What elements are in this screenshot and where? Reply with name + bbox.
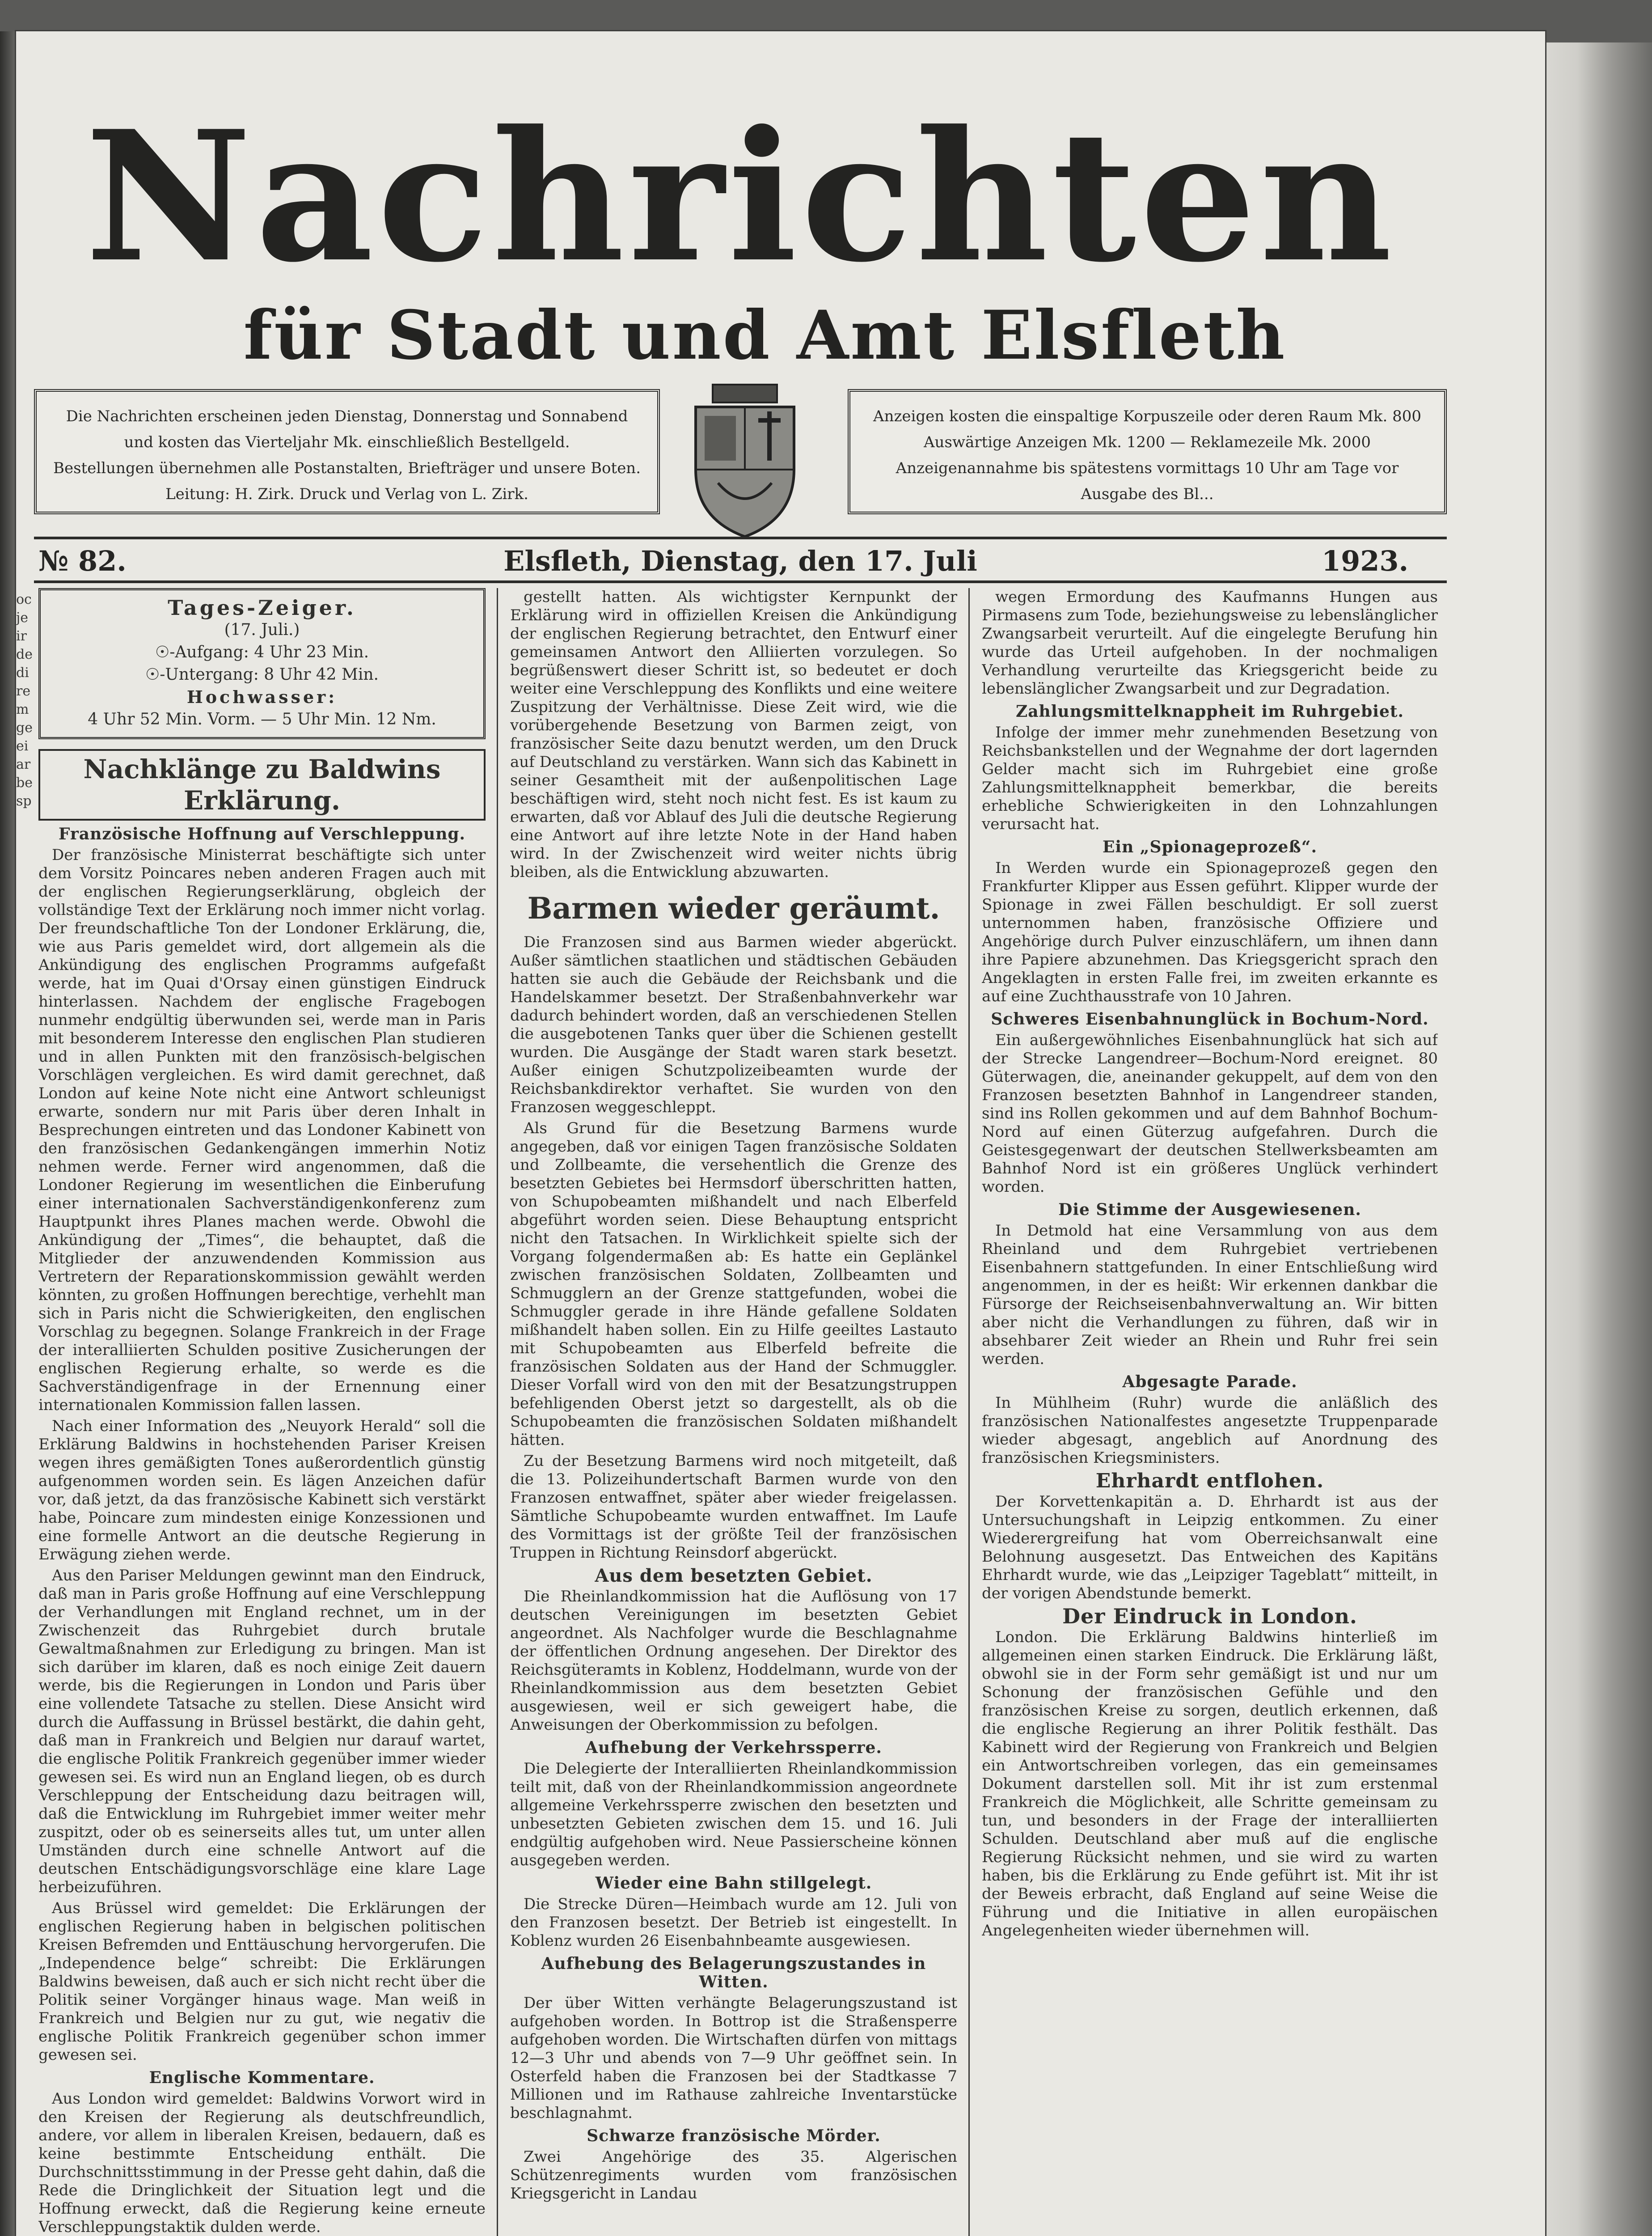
high-water-label: Hochwasser: bbox=[186, 687, 338, 707]
article-paragraph: Aus Brüssel wird gemeldet: Die Erklärungen der englischen Regierung haben in belgischen politischen Kreisen Befremden und Enttäuschung hervorgerufen. Die „Independence belge“ schreibt: Die Erklärungen Baldwins beweisen, daß auch er sich nicht recht über die Politik seiner Vorgänger hinaus wage. Man weiß in Frankreich und Belgien nur zu gut, wie negativ die englische Politik Frankreich gegenüber schon immer gewesen sei. bbox=[38, 1899, 486, 2064]
subheading: Ein „Spionageprozeß“. bbox=[1102, 838, 1318, 856]
subscription-info-box bbox=[34, 389, 660, 514]
article-paragraph: In Werden wurde ein Spionageprozeß gegen den Frankfurter Klipper aus Essen geführt. Klipper wurde der Spionage in zwei Fällen beschuldigt. Er soll zuerst unternommen haben, französische Offiziere und Angehörige durch Pulver einzuschläfern, um ihnen dann ihre Papiere abzunehmen. Das Kriegsgericht sprach den Angeklagten in ersten Falle frei, im zweiten erkannte es auf eine Zuchthausstrafe von 10 Jahren. bbox=[982, 859, 1438, 1005]
coat-of-arms-icon bbox=[687, 380, 803, 541]
article-paragraph: Der französische Ministerrat beschäftigte sich unter dem Vorsitz Poincares neben anderen Fragen auch mit der englischen Regierungserklärung, obgleich der vollständige Text der Erklärung noch immer nicht vorlag. Der freundschaftliche Ton der Londoner Erklärung, die, wie aus Paris gemeldet wird, dort allgemein als die Ankündigung des englischen Programms aufgefaßt werde, hat im Quai d'Orsay einen günstigen Eindruck hinterlassen. Nachdem der englische Fragebogen nunmehr endgültig überwunden sei, werde man in Paris mit besonderem Interesse den englischen Plan studieren und in allen Punkten mit den französisch-belgischen Vorschlägen vergleichen. Es wird damit gerechnet, daß London auf keine Note nicht eine Antwort schleunigst erwarte, sondern nur mit Paris über deren Inhalt in Besprechungen eintreten und das Londoner Kabinett von den französischen Gedankengängen immerhin Notiz nehmen werde. Ferner wird angenommen, daß die Londoner Regierung im wesentlichen die Einberufung einer internationalen Sachverständigenkonferenz zum Hauptpunkt ihres Planes machen werde. Obwohl die Ankündigung der „Times“, die behauptet, daß die Mitglieder der anzuwendenden Kommission aus Vertretern der Reparationskommission gewählt werden könnten, zu großen Hoffnungen berechtige, verhehlt man sich in Paris nicht die Schwierigkeiten, den englischen Vorschlag zu begegnen. Solange Frankreich in der Frage der interalliierten Schulden positive Zusicherungen der englischen Regierung erhalte, so werde es die Sachverständigenfrage in der Ernennung einer internationalen Kommission fallen lassen. bbox=[38, 846, 486, 1414]
column-2 bbox=[510, 588, 957, 2236]
masthead-rule bbox=[34, 537, 1447, 539]
article-paragraph: Nach einer Information des „Neuyork Herald“ soll die Erklärung Baldwins in hochstehenden Pariser Kreisen wegen ihres gemäßigten Tones außerordentlich günstig aufgenommen worden sein. Es lägen Anzeichen dafür vor, daß jetzt, da das französische Kabinett sich verstärkt habe, Poincare zum mindesten einige Konzessionen und eine formelle Antwort an die deutsche Regierung in Erwägung ziehen werde. bbox=[38, 1417, 486, 1563]
article-paragraph: In Detmold hat eine Versammlung von aus dem Rheinland und dem Ruhrgebiet vertriebenen Eisenbahnern stattgefunden. In einer Entschließung wird angenommen, in der es heißt: Wir erkennen dankbar die Fürsorge der Reichseisenbahnverwaltung an. Wir bitten aber nicht die Verhandlungen zu führen, daß wir in absehbarer Zeit wieder an Rhein und Ruhr frei sein werden. bbox=[982, 1222, 1438, 1368]
headline-baldwin: Nachklänge zu Baldwins Erklärung. bbox=[38, 749, 486, 821]
subheading: Abgesagte Parade. bbox=[1122, 1372, 1297, 1391]
article-paragraph: In Mühlheim (Ruhr) wurde die anläßlich des französischen Nationalfestes angesetzte Truppenparade wieder abgesagt, angeblich auf Anordnung des französischen Kriegsministers. bbox=[982, 1394, 1438, 1467]
fragment: sp bbox=[16, 793, 32, 809]
article-paragraph: Der über Witten verhängte Belagerungszustand ist aufgehoben worden. In Bottrop ist die Straßensperre aufgehoben worden. Die Wirtschaften dürfen von mittags 12—3 Uhr und abends von 7—9 Uhr geöffnet sein. In Osterfeld haben die Franzosen bei der Stadtkasse 7 Millionen und im Rathause zahlreiche Inventarstücke beschlagnahmt. bbox=[510, 1994, 957, 2122]
publisher-line: Leitung: H. Zirk. Druck und Verlag von L. Zirk. bbox=[165, 485, 528, 503]
headline-london: Der Eindruck in London. bbox=[1062, 1604, 1357, 1628]
dateline-rule bbox=[34, 580, 1447, 583]
subscription-line: Bestellungen übernehmen alle Postanstalten, Briefträger und unsere Boten. bbox=[53, 459, 641, 477]
article-paragraph: Ein außergewöhnliches Eisenbahnunglück hat sich auf der Strecke Langendreer—Bochum-Nord ereignet. 80 Güterwagen, die, aneinander gekuppelt, auf dem von den Franzosen besetzten Bahnhof in Langendreer standen, sind ins Rollen gekommen und auf dem Bahnhof Bochum-Nord auf einen Güterzug aufgefahren. Durch die Geistesgegenwart der deutschen Stellwerksbeamten am Bahnhof Nord ist ein größeres Unglück verhindert worden. bbox=[982, 1031, 1438, 1196]
column-rule bbox=[968, 588, 970, 2236]
article-paragraph: gestellt hatten. Als wichtigster Kernpunkt der Erklärung wird in offiziellen Kreisen die Ankündigung der englischen Regierung betrachtet, den Entwurf einer gemeinsamen Antwort den Alliierten vorzulegen. So begrüßenswert dieser Schritt ist, so bedeutet er doch weiter eine Verschleppung des Konflikts und eine weitere Zuspitzung der Verhältnisse. Diese Zeit wird, wie die vorübergehende Besetzung von Barmen zeigt, von französischer Seite dazu benutzt werden, um den Druck auf Deutschland zu verstärken. Wann sich das Kabinett in seiner Gesamtheit mit der außenpolitischen Lage beschäftigen wird, steht noch nicht fest. Es ist kaum zu erwarten, daß vor Ablauf des Juli die deutsche Regierung eine Antwort auf ihre letzte Note in der Hand haben wird. In der Zwischenzeit wird weiter nichts übrig bleiben, als die Entwicklung abzuwarten. bbox=[510, 588, 957, 881]
rates-line: Auswärtige Anzeigen Mk. 1200 — Reklamezeile Mk. 2000 bbox=[924, 433, 1371, 451]
advertising-rates-box bbox=[848, 389, 1447, 514]
subheading: Die Stimme der Ausgewiesenen. bbox=[1058, 1200, 1361, 1219]
left-margin-fragments bbox=[16, 590, 34, 2236]
subheading: Schweres Eisenbahnunglück in Bochum-Nord. bbox=[991, 1010, 1429, 1029]
subheading: Englische Kommentare. bbox=[149, 2068, 375, 2087]
column-rule bbox=[497, 588, 498, 2236]
binding-spine bbox=[0, 31, 16, 2236]
article-paragraph: Der Korvettenkapitän a. D. Ehrhardt ist aus der Untersuchungshaft in Leipzig entkommen. Zu einer Wiederergreifung hat vom Oberreichsanwalt eine Belohnung ausgesetzt. Das Entweichen des Kapitäns Ehrhardt wurde, wie das „Leipziger Tageblatt“ mitteilt, in der vorigen Abendstunde bemerkt. bbox=[982, 1493, 1438, 1602]
column-3 bbox=[982, 588, 1438, 2236]
newspaper-page bbox=[16, 31, 1545, 2236]
sunset: ☉-Untergang: 8 Uhr 42 Min. bbox=[145, 665, 379, 684]
fragment: ge bbox=[16, 720, 33, 736]
article-paragraph: Zwei Angehörige des 35. Algerischen Schützenregiments wurden vom französischen Kriegsgericht in Landau bbox=[510, 2148, 957, 2202]
stacked-page-edges bbox=[1545, 42, 1652, 2236]
column-1 bbox=[38, 588, 486, 2236]
rates-line: Anzeigenannahme bis spätestens vormittags 10 Uhr am Tage vor bbox=[896, 459, 1399, 477]
article-paragraph: Aus den Pariser Meldungen gewinnt man den Eindruck, daß man in Paris große Hoffnung auf eine Verschleppung der Verhandlungen mit England rechnet, um in der Zwischenzeit das Ruhrgebiet durch brutale Gewaltmaßnahmen zur Erledigung zu bringen. Man ist sich darüber im klaren, daß es noch einige Zeit dauern werde, bis die Regierungen in London und Paris über eine vollendete Tatsache zu stellen. Diese Ansicht wird durch die Auffassung in Brüssel bestärkt, die dahin geht, daß man in Frankreich und Belgien nur darauf wartet, die englische Politik Frankreich gegenüber immer wieder gewesen sei. Es wird nun an England liegen, ob es durch Verschleppung der Entscheidung dazu beitragen will, daß die Entwicklung im Ruhrgebiet immer weiter mehr zuspitzt, oder ob es seinerseits alles tut, um unter allen Umständen durch eine schnelle Antwort auf die deutschen Entschädigungsvorschläge eine klare Lage herbeizuführen. bbox=[38, 1567, 486, 1896]
subheading: Aufhebung des Belagerungszustandes in Witten. bbox=[541, 1954, 926, 1991]
subscription-line: Die Nachrichten erscheinen jeden Dienstag, Donnerstag und Sonnabend bbox=[66, 407, 628, 425]
fragment: oc bbox=[16, 592, 32, 607]
fragment: m bbox=[16, 702, 29, 717]
subheading: Aufhebung der Verkehrssperre. bbox=[585, 1738, 882, 1757]
article-paragraph: wegen Ermordung des Kaufmanns Hungen aus Pirmasens zum Tode, beziehungsweise zu lebenslänglicher Zwangsarbeit verurteilt. Auf die eingelegte Berufung hin wurde das Urteil aufgehoben. In der nochmaligen Verhandlung verurteilte das Kriegsgericht beide zu lebenslänglicher Zwangsarbeit und zur Degradation. bbox=[982, 588, 1438, 698]
headline-barmen: Barmen wieder geräumt. bbox=[527, 891, 940, 926]
fragment: de bbox=[16, 647, 33, 662]
article-paragraph: Die Strecke Düren—Heimbach wurde am 12. Juli von den Franzosen besetzt. Der Betrieb ist eingestellt. In Koblenz wurden 26 Eisenbahnbeamte ausgewiesen. bbox=[510, 1895, 957, 1950]
fragment: ei bbox=[16, 738, 29, 754]
subscription-line: und kosten das Vierteljahr Mk. einschließlich Bestellgeld. bbox=[124, 433, 570, 451]
article-paragraph: Zu der Besetzung Barmens wird noch mitgeteilt, daß die 13. Polizeihundertschaft Barmen wurde von den Franzosen entwaffnet, später aber wieder freigelassen. Sämtliche Schupobeamte wurden entwaffnet. Im Laufe des Vormittags ist der größte Teil der französischen Truppen in Richtung Reinsdorf abgerückt. bbox=[510, 1452, 957, 1562]
subheading: Französische Hoffnung auf Verschleppung. bbox=[58, 825, 466, 843]
issue-year: 1923. bbox=[1322, 545, 1409, 577]
masthead-subtitle: für Stadt und Amt Elsfleth bbox=[243, 296, 1287, 375]
article-paragraph: Die Delegierte der Interalliierten Rheinlandkommission teilt mit, daß von der Rheinlandkommission angeordnete allgemeine Verkehrssperre zwischen den besetzten und unbesetzten Gebieten zwischen dem 15. und 16. Juli endgültig aufgehoben wird. Neue Passierscheine können ausgegeben werden. bbox=[510, 1760, 957, 1869]
fragment: be bbox=[16, 775, 33, 791]
tageszeiger-box bbox=[38, 588, 486, 739]
subheading: Wieder eine Bahn stillgelegt. bbox=[595, 1874, 872, 1893]
high-water: 4 Uhr 52 Min. Vorm. — 5 Uhr Min. 12 Nm. bbox=[88, 710, 436, 728]
article-paragraph: Die Franzosen sind aus Barmen wieder abgerückt. Außer sämtlichen staatlichen und städtischen Gebäuden hatten sie auch die Gebäude der Reichsbank und die Handelskammer besetzt. Der Straßenbahnverkehr war dadurch behindert worden, daß an verschiedenen Stellen die ausgebotenen Tanks quer über die Schienen gestellt wurden. Die Ausgänge der Stadt waren stark besetzt. Außer einigen Schutzpolizeibeamten wurde der Reichsbankdirektor verhaftet. Sie wurden von den Franzosen weggeschleppt. bbox=[510, 933, 957, 1116]
headline-besetzt: Aus dem besetzten Gebiet. bbox=[595, 1565, 873, 1586]
tageszeiger-date: (17. Juli.) bbox=[224, 621, 300, 639]
article-paragraph: Aus London wird gemeldet: Baldwins Vorwort wird in den Kreisen der Regierung als deutschfreundlich, andere, vor allem in liberalen Kreisen, bedauern, daß es keine bestimmte Entscheidung enthält. Die Durchschnittsstimmung in der Presse geht dahin, daß die Rede die Dringlichkeit der Situation legt und die Hoffnung erweckt, daß die Regierung keine erneute Verschleppungstaktik dulden werde. bbox=[38, 2090, 486, 2236]
sunrise: ☉-Aufgang: 4 Uhr 23 Min. bbox=[155, 643, 369, 661]
fragment: ir bbox=[16, 628, 27, 644]
headline-ehrhardt: Ehrhardt entflohen. bbox=[1095, 1469, 1324, 1492]
issue-date: Elsfleth, Dienstag, den 17. Juli bbox=[503, 545, 977, 577]
fragment: ar bbox=[16, 757, 31, 772]
fragment: je bbox=[16, 610, 29, 626]
issue-number: № 82. bbox=[38, 545, 127, 577]
article-paragraph: Als Grund für die Besetzung Barmens wurde angegeben, daß vor einigen Tagen französische Soldaten und Zollbeamte, die versehentlich die Grenze des besetzten Gebietes bei Hermsdorf überschritten hatten, von Schupobeamten mißhandelt und nach Elberfeld abgeführt worden seien. Diese Behauptung entspricht nicht den Tatsachen. In Wirklichkeit spielte sich der Vorgang folgendermaßen ab: Es hatte ein Geplänkel zwischen französischen Soldaten, Zollbeamten und Schmugglern an der Grenze stattgefunden, wobei die Schmuggler gerade in ihre Hände gefallene Soldaten mißhandelt haben sollen. Ein zu Hilfe geeiltes Lastauto mit Schupobeamten aus Elberfeld befreite die französischen Soldaten aus der Hand der Schmuggler. Dieser Vorfall wird von den mit der Besatzungstruppen befehligenden Oberst jetzt so dargestellt, als ob die Schupobeamten die französischen Soldaten mißhandelt hätten. bbox=[510, 1119, 957, 1449]
article-paragraph: Die Rheinlandkommission hat die Auflösung von 17 deutschen Vereinigungen im besetzten Gebiet angeordnet. Als Nachfolger wurde die Beschlagnahme der öffentlichen Ordnung angesehen. Der Direktor des Reichsgüteramts in Koblenz, Hoddelmann, wurde von der Rheinlandkommission aus dem besetzten Gebiet ausgewiesen, weil er sich geweigert habe, die Anweisungen der Oberkommission zu befolgen. bbox=[510, 1588, 957, 1734]
subheading: Zahlungsmittelknappheit im Ruhrgebiet. bbox=[1015, 702, 1404, 721]
fragment: di bbox=[16, 665, 29, 681]
rates-line: Ausgabe des Bl... bbox=[1081, 485, 1214, 503]
subheading: Schwarze französische Mörder. bbox=[587, 2126, 881, 2145]
article-paragraph: London. Die Erklärung Baldwins hinterließ im allgemeinen einen starken Eindruck. Die Erklärung läßt, obwohl sie in der Form sehr gemäßigt ist und nur um Schonung der französischen Gefühle und den französischen Kreise zu sorgen, deutlich erkennen, daß die englische Regierung an ihrer Politik festhält. Das Kabinett wird der Regierung von Frankreich und Belgien ein Antwortschreiben vorlegen, das ein gemeinsames Dokument darstellen soll. Mit ihr ist zum erstenmal Frankreich die Möglichkeit, alle Schritte gemeinsam zu tun, und besonders in der Frage der interalliierten Schulden. Deutschland aber muß auf die englische Regierung Rücksicht nehmen, und sie wird zu warten haben, bis die Erklärung zu Ende geführt ist. Mit ihr ist der Beweis erbracht, daß England auf seine Weise die Führung und die Initiative in allen europäischen Angelegenheiten wieder übernehmen will. bbox=[982, 1628, 1438, 1940]
masthead-title: Nachrichten bbox=[85, 92, 1396, 302]
fragment: re bbox=[16, 683, 31, 699]
rates-line: Anzeigen kosten die einspaltige Korpuszeile oder deren Raum Mk. 800 bbox=[873, 407, 1421, 425]
tageszeiger-title: Tages-Zeiger. bbox=[168, 596, 356, 620]
article-paragraph: Infolge der immer mehr zunehmenden Besetzung von Reichsbankstellen und der Wegnahme der dort lagernden Gelder macht sich im Ruhrgebiet eine große Zahlungsmittelknappheit bemerkbar, die bereits erhebliche Schwierigkeiten in den Lohnzahlungen verursacht hat. bbox=[982, 724, 1438, 833]
